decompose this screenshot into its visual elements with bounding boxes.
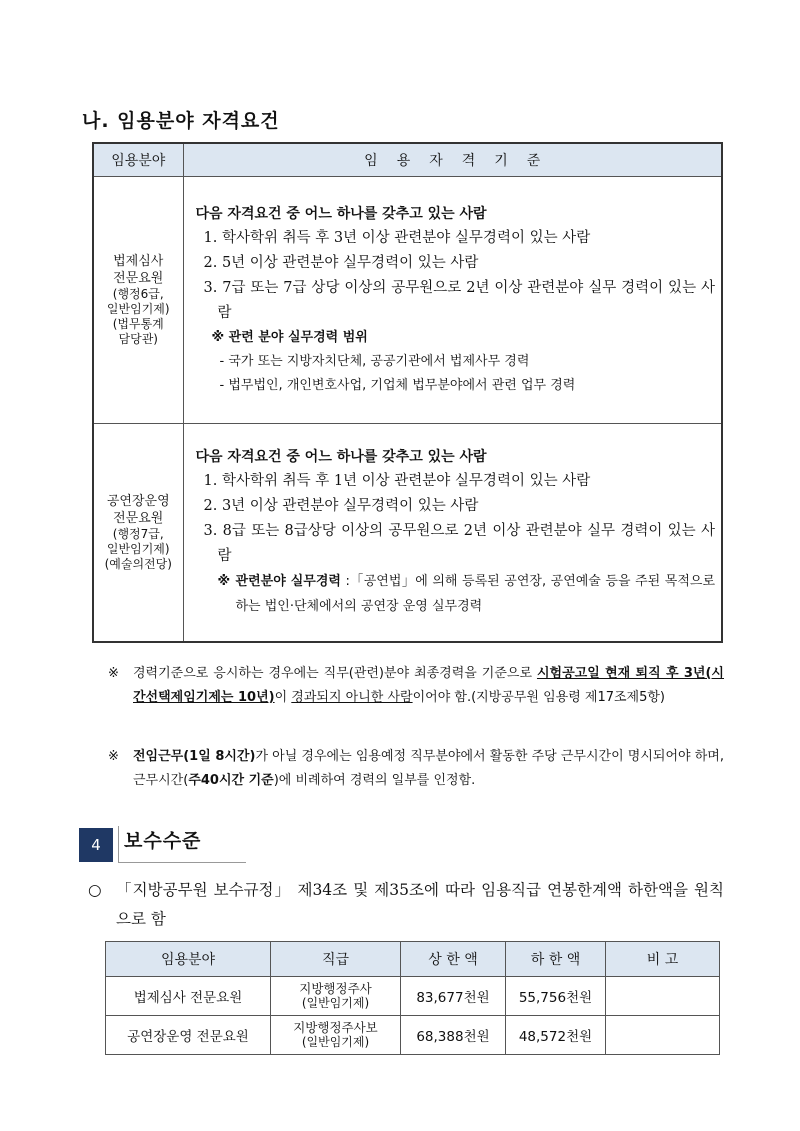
header-grade: 직급: [271, 942, 401, 977]
criteria-cell: [183, 177, 722, 424]
field-sub-line: 일반임기제): [106, 302, 170, 316]
criteria-lead: 다음 자격요건 중 어느 하나를 갖추고 있는 사람: [195, 449, 487, 466]
note-segment: 가 아닐 경우에는 임용예정 직무분야에서 활동한 주당 근무시간이 명시되어야 하며, 근무시간(: [133, 749, 725, 788]
criteria-list: [196, 226, 716, 326]
table-row: [93, 424, 722, 642]
reference-mark: ※: [108, 666, 119, 681]
section-underline: [118, 862, 246, 863]
section-number-badge: 4: [79, 828, 113, 862]
criteria-item: 3. 8급 또는 8급상당 이상의 공무원으로 2년 이상 관련분야 실무 경력이 있는 사람: [203, 523, 715, 565]
scope-title: ※ 관련 분야 실무경력 범위: [211, 330, 368, 345]
cell-lower: 55,756천원: [506, 977, 606, 1016]
note-bold: 전임근무(1일 8시간): [133, 749, 256, 764]
reference-mark: ※: [108, 749, 119, 764]
field-sub-line: 담당관): [118, 332, 158, 346]
grade-sub: (일반임기제): [301, 1035, 370, 1049]
cell-lower: 48,572천원: [506, 1016, 606, 1055]
cell-upper: 83,677천원: [401, 977, 506, 1016]
table-row: [106, 1016, 720, 1055]
table-header-row: [93, 143, 722, 177]
header-note: 비 고: [606, 942, 720, 977]
note-segment: )에 비례하여 경력의 일부를 인정함.: [273, 773, 476, 788]
cell-field: 공연장운영 전문요원: [106, 1016, 271, 1055]
field-name-line: 전문요원: [113, 510, 164, 526]
header-lower: 하 한 액: [506, 942, 606, 977]
note-underline: 경과되지 아니한 사람: [291, 690, 413, 705]
criteria-item: 2. 3년 이상 관련분야 실무경력이 있는 사람: [203, 498, 479, 515]
field-name-line: 법제심사: [113, 254, 164, 269]
bullet-circle: ○: [88, 881, 102, 899]
table-row: [106, 977, 720, 1016]
note-bold: 주40시간 기준: [188, 773, 274, 788]
note-work-hours: [108, 745, 724, 793]
scope-item: - 국가 또는 지방자치단체, 공공기관에서 법제사무 경력: [219, 354, 530, 369]
table-row: [93, 177, 722, 424]
header-upper: 상 한 액: [401, 942, 506, 977]
cell-grade: [271, 1016, 401, 1055]
table-header-row: [106, 942, 720, 977]
grade-name: 지방행정주사: [299, 981, 372, 996]
scope-note-label: ※ 관련분야 실무경력: [217, 574, 341, 590]
criteria-item: 1. 학사학위 취득 후 3년 이상 관련분야 실무경력이 있는 사람: [203, 230, 591, 246]
field-sub-line: (법무통계: [112, 317, 164, 331]
note-segment: 경력기준으로 응시하는 경우에는 직무(관련)분야 최종경력을 기준으로: [133, 666, 537, 681]
grade-name: 지방행정주사보: [293, 1020, 378, 1035]
cell-field: 법제심사 전문요원: [106, 977, 271, 1016]
pay-paragraph-text: 「지방공무원 보수규정」 제34조 및 제35조에 따라 임용직급 연봉한계액 하한액을 원칙으로 함: [116, 881, 724, 928]
field-cell: [93, 177, 183, 424]
section-heading: 보수수준: [124, 830, 202, 852]
criteria-item: 1. 학사학위 취득 후 1년 이상 관련분야 실무경력이 있는 사람: [203, 473, 591, 490]
field-sub-line: 일반임기제): [106, 541, 170, 556]
field-name-line: 공연장운영: [106, 493, 170, 509]
note-text: [108, 745, 724, 793]
criteria-list: [196, 469, 716, 569]
section-divider: [118, 826, 120, 862]
note-experience: [108, 662, 724, 710]
scope-item: - 법무법인, 개인변호사업, 기업체 법무분야에서 관련 업무 경력: [219, 378, 576, 393]
qualification-table: [92, 142, 723, 643]
salary-table: [105, 941, 720, 1055]
criteria-item: 2. 5년 이상 관련분야 실무경력이 있는 사람: [203, 255, 479, 271]
pay-paragraph: [88, 876, 724, 934]
field-sub-line: (행정7급,: [112, 526, 164, 541]
section-title: 나. 임용분야 자격요건: [82, 110, 280, 132]
note-text: [108, 662, 724, 710]
grade-sub: (일반임기제): [301, 996, 370, 1010]
scope-note: [218, 569, 716, 619]
cell-note: [606, 977, 720, 1016]
note-segment: 이어야 함.(지방공무원 임용령 제17조제5항): [412, 690, 666, 705]
field-sub-line: (행정6급,: [112, 287, 164, 301]
cell-note: [606, 1016, 720, 1055]
header-field: 임용분야: [93, 143, 183, 177]
criteria-item: 3. 7급 또는 7급 상당 이상의 공무원으로 2년 이상 관련분야 실무 경력이 있는 사람: [203, 280, 715, 321]
note-underline: 시험공고일 현재 퇴직 후 3년(시간선택제임기제는 10년): [133, 666, 724, 705]
field-sub-line: (예술의전당): [104, 556, 172, 571]
header-criteria: 임용자격기준: [183, 143, 722, 177]
header-field: 임용분야: [106, 942, 271, 977]
cell-upper: 68,388천원: [401, 1016, 506, 1055]
criteria-lead: 다음 자격요건 중 어느 하나를 갖추고 있는 사람: [195, 206, 487, 222]
field-name-line: 전문요원: [113, 271, 164, 286]
cell-grade: [271, 977, 401, 1016]
scope-note-text: :「공연법」에 의해 등록된 공연장, 공연예술 등을 주된 목적으로 하는 법인·단체에서의 공연장 운영 실무경력: [235, 574, 716, 615]
field-cell: [93, 424, 183, 642]
note-segment: 이: [274, 690, 292, 705]
criteria-cell: [183, 424, 722, 642]
